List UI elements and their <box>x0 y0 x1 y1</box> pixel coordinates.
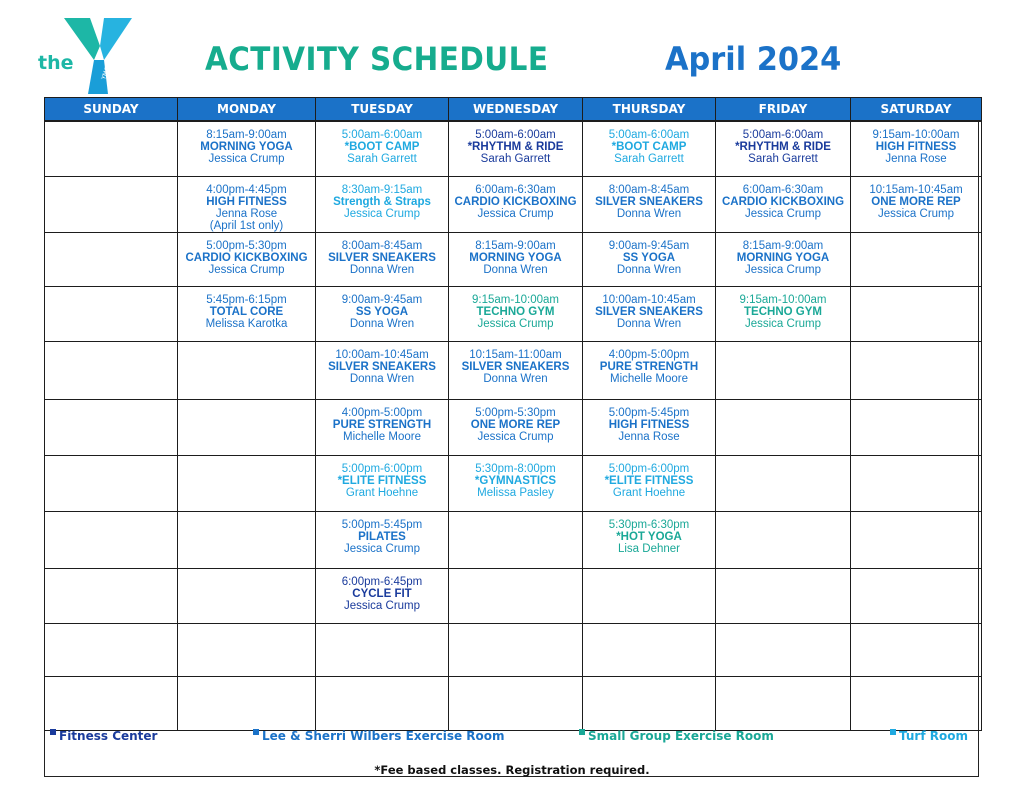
class-name: CARDIO KICKBOXING <box>454 195 577 208</box>
class-entry <box>180 240 313 276</box>
class-entry <box>718 294 848 330</box>
schedule-cell-wednesday <box>449 121 583 176</box>
legend-label: Lee & Sherri Wilbers Exercise Room <box>262 729 505 743</box>
class-instructor: Sarah Garrett <box>614 153 684 165</box>
class-time: 5:00pm-6:00pm <box>341 462 423 475</box>
schedule-cell-wednesday <box>449 286 583 341</box>
class-time: 5:00pm-5:30pm <box>475 406 556 419</box>
class-entry <box>451 407 580 443</box>
schedule-cell-friday <box>716 623 851 676</box>
class-instructor: Donna Wren <box>349 263 415 276</box>
class-instructor: Donna Wren <box>349 317 415 330</box>
class-entry <box>451 349 580 385</box>
schedule-month: April 2024 <box>665 40 842 78</box>
schedule-cell-tuesday <box>316 511 449 568</box>
legend-swatch <box>890 729 896 735</box>
ymca-y-icon <box>64 14 134 94</box>
class-time: 10:00am-10:45am <box>335 348 429 361</box>
schedule-table <box>44 97 982 731</box>
class-entry <box>318 294 446 330</box>
schedule-row <box>45 455 982 511</box>
class-entry <box>318 519 446 555</box>
class-entry <box>318 463 446 499</box>
class-name: TOTAL CORE <box>209 305 284 318</box>
class-instructor: Sarah Garrett <box>480 153 551 165</box>
class-instructor: Donna Wren <box>616 317 682 330</box>
class-instructor: Jessica Crump <box>477 317 554 330</box>
schedule-cell-saturday <box>851 286 982 341</box>
class-entry <box>718 184 848 220</box>
schedule-cell-sunday <box>45 286 178 341</box>
class-instructor: Jenna Rose <box>215 207 278 220</box>
class-time: 5:00am-6:00am <box>608 129 690 141</box>
class-instructor: Michelle Moore <box>610 372 688 385</box>
class-entry <box>180 184 313 232</box>
class-time: 8:15am-9:00am <box>206 129 287 141</box>
class-instructor: Jessica Crump <box>208 153 285 165</box>
schedule-cell-friday <box>716 568 851 623</box>
class-instructor: Donna Wren <box>349 372 415 385</box>
class-entry <box>451 463 580 499</box>
schedule-cell-sunday <box>45 399 178 455</box>
class-instructor: Jessica Crump <box>208 263 285 276</box>
schedule-cell-saturday <box>851 568 982 623</box>
class-name: SILVER SNEAKERS <box>461 360 570 373</box>
schedule-cell-monday <box>178 623 316 676</box>
class-time: 5:30pm-6:30pm <box>608 518 690 531</box>
schedule-cell-thursday <box>583 121 716 176</box>
legend-swatch <box>253 729 259 735</box>
schedule-cell-friday <box>716 455 851 511</box>
class-entry <box>318 349 446 385</box>
schedule-cell-tuesday <box>316 341 449 399</box>
day-header-friday: FRIDAY <box>716 98 851 122</box>
schedule-row <box>45 399 982 455</box>
legend-label: Small Group Exercise Room <box>588 729 774 743</box>
legend-label: Turf Room <box>899 729 968 743</box>
schedule-cell-friday <box>716 232 851 286</box>
class-name: Strength & Straps <box>333 195 431 208</box>
schedule-cell-thursday <box>583 399 716 455</box>
class-name: *RHYTHM & RIDE <box>467 141 564 153</box>
class-name: SS YOGA <box>355 305 409 318</box>
class-entry <box>318 576 446 612</box>
class-name: TECHNO GYM <box>744 305 822 318</box>
schedule-row <box>45 341 982 399</box>
day-header-wednesday: WEDNESDAY <box>449 98 583 122</box>
schedule-cell-tuesday <box>316 455 449 511</box>
schedule-cell-tuesday <box>316 568 449 623</box>
schedule-cell-wednesday <box>449 568 583 623</box>
schedule-row <box>45 568 982 623</box>
class-time: 9:00am-9:45am <box>341 293 423 306</box>
class-name: PURE STRENGTH <box>599 360 699 373</box>
class-instructor: Jessica Crump <box>877 207 955 220</box>
class-time: 9:15am-10:00am <box>872 129 960 141</box>
schedule-cell-wednesday <box>449 676 583 730</box>
schedule-cell-thursday <box>583 511 716 568</box>
ymca-logo <box>30 14 140 96</box>
class-note: (April 1st only) <box>209 219 284 232</box>
class-time: 5:00pm-5:45pm <box>608 406 690 419</box>
schedule-cell-saturday <box>851 511 982 568</box>
class-instructor: Jessica Crump <box>343 542 421 555</box>
class-name: SILVER SNEAKERS <box>328 251 436 264</box>
schedule-cell-friday <box>716 676 851 730</box>
class-time: 10:00am-10:45am <box>602 293 696 306</box>
legend-swatch <box>50 729 56 735</box>
day-header-monday: MONDAY <box>178 98 316 122</box>
class-name: ONE MORE REP <box>871 195 961 208</box>
schedule-cell-saturday <box>851 455 982 511</box>
class-time: 6:00am-6:30am <box>742 183 824 196</box>
class-entry <box>585 294 713 330</box>
schedule-cell-tuesday <box>316 399 449 455</box>
class-name: *RHYTHM & RIDE <box>735 141 831 153</box>
class-name: CARDIO KICKBOXING <box>721 195 845 208</box>
class-instructor: Melissa Pasley <box>477 486 554 499</box>
class-instructor: Melissa Karotka <box>205 317 288 330</box>
class-name: HIGH FITNESS <box>875 141 957 153</box>
class-name: *HOT YOGA <box>616 530 682 543</box>
class-instructor: Jenna Rose <box>885 153 947 165</box>
class-time: 9:00am-9:45am <box>608 239 690 252</box>
class-name: MORNING YOGA <box>200 141 293 153</box>
class-entry <box>585 519 713 555</box>
class-instructor: Jessica Crump <box>477 430 554 443</box>
schedule-cell-thursday <box>583 232 716 286</box>
schedule-cell-wednesday <box>449 623 583 676</box>
schedule-cell-monday <box>178 121 316 176</box>
schedule-cell-thursday <box>583 341 716 399</box>
class-instructor: Jenna Rose <box>618 430 680 443</box>
class-name: SS YOGA <box>622 251 676 264</box>
schedule-cell-sunday <box>45 176 178 232</box>
class-time: 9:15am-10:00am <box>472 293 559 306</box>
schedule-cell-wednesday <box>449 176 583 232</box>
legend-lee-sherri-room <box>253 729 505 743</box>
class-name: TECHNO GYM <box>476 305 555 318</box>
class-time: 4:00pm-5:00pm <box>608 348 690 361</box>
class-name: HIGH FITNESS <box>206 195 287 208</box>
class-time: 10:15am-10:45am <box>869 183 963 196</box>
class-time: 4:00pm-5:00pm <box>341 406 423 419</box>
schedule-cell-thursday <box>583 676 716 730</box>
class-entry <box>585 407 713 443</box>
class-time: 8:00am-8:45am <box>341 239 423 252</box>
class-entry <box>585 184 713 220</box>
schedule-cell-friday <box>716 286 851 341</box>
class-name: *ELITE FITNESS <box>604 474 694 487</box>
schedule-cell-saturday <box>851 341 982 399</box>
schedule-cell-thursday <box>583 455 716 511</box>
class-instructor: Donna Wren <box>616 263 682 276</box>
class-entry <box>451 184 580 220</box>
class-entry <box>318 407 446 443</box>
class-name: *ELITE FITNESS <box>337 474 427 487</box>
class-name: *BOOT CAMP <box>611 141 687 153</box>
class-instructor: Jessica Crump <box>343 207 421 220</box>
schedule-row <box>45 676 982 730</box>
schedule-cell-thursday <box>583 568 716 623</box>
class-instructor: Grant Hoehne <box>612 486 686 499</box>
schedule-cell-monday <box>178 511 316 568</box>
schedule-cell-friday <box>716 341 851 399</box>
schedule-cell-wednesday <box>449 399 583 455</box>
class-instructor: Sarah Garrett <box>347 153 417 165</box>
class-entry <box>180 294 313 330</box>
class-name: SILVER SNEAKERS <box>328 360 436 373</box>
class-name: ONE MORE REP <box>470 418 561 431</box>
schedule-cell-wednesday <box>449 511 583 568</box>
schedule-cell-monday <box>178 286 316 341</box>
class-time: 5:45pm-6:15pm <box>206 293 287 306</box>
class-name: SILVER SNEAKERS <box>595 305 703 318</box>
schedule-row <box>45 623 982 676</box>
class-name: CYCLE FIT <box>352 587 412 600</box>
class-instructor: Donna Wren <box>483 263 548 276</box>
legend-turf-room <box>890 729 968 743</box>
class-instructor: Jessica Crump <box>744 207 822 220</box>
schedule-cell-sunday <box>45 121 178 176</box>
class-name: CARDIO KICKBOXING <box>185 251 308 264</box>
class-instructor: Jessica Crump <box>477 207 554 220</box>
schedule-row <box>45 121 982 176</box>
schedule-cell-saturday <box>851 121 982 176</box>
schedule-cell-sunday <box>45 341 178 399</box>
class-name: HIGH FITNESS <box>608 418 690 431</box>
schedule-cell-sunday <box>45 455 178 511</box>
class-time: 10:15am-11:00am <box>469 348 562 361</box>
class-instructor: Donna Wren <box>483 372 548 385</box>
class-entry <box>585 349 713 385</box>
class-entry <box>180 129 313 165</box>
class-instructor: Jessica Crump <box>343 599 421 612</box>
legend-swatch <box>579 729 585 735</box>
class-name: MORNING YOGA <box>736 251 830 264</box>
schedule-cell-monday <box>178 676 316 730</box>
schedule-cell-thursday <box>583 176 716 232</box>
day-header-saturday: SATURDAY <box>851 98 982 122</box>
schedule-cell-thursday <box>583 286 716 341</box>
schedule-cell-friday <box>716 511 851 568</box>
schedule-cell-friday <box>716 399 851 455</box>
legend-fitness-center <box>50 729 157 743</box>
svg-text:YMCA: YMCA <box>100 62 113 81</box>
schedule-cell-sunday <box>45 511 178 568</box>
schedule-row <box>45 232 982 286</box>
class-instructor: Jessica Crump <box>744 317 822 330</box>
class-entry <box>318 129 446 165</box>
schedule-cell-wednesday <box>449 455 583 511</box>
schedule-cell-wednesday <box>449 232 583 286</box>
class-instructor: Grant Hoehne <box>345 486 419 499</box>
schedule-row <box>45 176 982 232</box>
schedule-cell-tuesday <box>316 676 449 730</box>
schedule-cell-tuesday <box>316 286 449 341</box>
schedule-cell-thursday <box>583 623 716 676</box>
schedule-cell-sunday <box>45 623 178 676</box>
class-name: *BOOT CAMP <box>344 141 420 153</box>
class-name: MORNING YOGA <box>469 251 562 264</box>
schedule-cell-saturday <box>851 676 982 730</box>
schedule-cell-monday <box>178 455 316 511</box>
class-time: 8:15am-9:00am <box>742 239 824 252</box>
class-instructor: Sarah Garrett <box>748 153 818 165</box>
class-entry <box>451 240 580 276</box>
schedule-cell-monday <box>178 232 316 286</box>
class-name: PURE STRENGTH <box>332 418 432 431</box>
page-title: ACTIVITY SCHEDULE <box>205 40 549 78</box>
class-instructor: Donna Wren <box>616 207 682 220</box>
day-header-sunday: SUNDAY <box>45 98 178 122</box>
class-time: 8:15am-9:00am <box>475 239 556 252</box>
class-time: 5:00pm-5:45pm <box>341 518 423 531</box>
schedule-cell-tuesday <box>316 232 449 286</box>
schedule-cell-tuesday <box>316 121 449 176</box>
class-instructor: Jessica Crump <box>744 263 822 276</box>
class-time: 6:00pm-6:45pm <box>341 575 423 588</box>
schedule-cell-wednesday <box>449 341 583 399</box>
class-time: 8:00am-8:45am <box>608 183 690 196</box>
class-entry <box>318 184 446 220</box>
class-entry <box>718 240 848 276</box>
legend-small-group-room <box>579 729 774 743</box>
schedule-cell-sunday <box>45 232 178 286</box>
schedule-cell-monday <box>178 176 316 232</box>
class-entry <box>585 240 713 276</box>
class-entry <box>853 184 979 220</box>
schedule-cell-monday <box>178 399 316 455</box>
schedule-cell-friday <box>716 176 851 232</box>
class-name: *GYMNASTICS <box>474 474 557 487</box>
schedule-cell-tuesday <box>316 623 449 676</box>
day-header-tuesday: TUESDAY <box>316 98 449 122</box>
schedule-cell-monday <box>178 568 316 623</box>
class-entry <box>585 129 713 165</box>
class-time: 8:30am-9:15am <box>341 183 423 196</box>
schedule-cell-monday <box>178 341 316 399</box>
class-entry <box>318 240 446 276</box>
schedule-cell-saturday <box>851 399 982 455</box>
schedule-cell-friday <box>716 121 851 176</box>
legend-label: Fitness Center <box>59 729 158 743</box>
class-time: 4:00pm-4:45pm <box>206 183 287 196</box>
class-time: 5:00am-6:00am <box>742 129 824 141</box>
class-entry <box>451 129 580 165</box>
schedule-cell-saturday <box>851 176 982 232</box>
schedule-row <box>45 511 982 568</box>
schedule-cell-saturday <box>851 623 982 676</box>
class-time: 6:00am-6:30am <box>475 183 556 196</box>
schedule-cell-tuesday <box>316 176 449 232</box>
schedule-cell-sunday <box>45 676 178 730</box>
class-instructor: Lisa Dehner <box>617 542 680 555</box>
day-header-thursday: THURSDAY <box>583 98 716 122</box>
class-name: PILATES <box>358 530 406 543</box>
class-time: 5:00pm-5:30pm <box>206 239 287 252</box>
fee-note: *Fee based classes. Registration required. <box>374 763 650 777</box>
class-entry <box>853 129 979 165</box>
class-entry <box>718 129 848 165</box>
class-time: 5:00am-6:00am <box>341 129 423 141</box>
day-header-row <box>45 98 982 122</box>
class-time: 5:00pm-6:00pm <box>608 462 690 475</box>
class-name: SILVER SNEAKERS <box>595 195 703 208</box>
schedule-cell-saturday <box>851 232 982 286</box>
class-time: 5:30pm-8:00pm <box>475 462 556 475</box>
schedule-cell-sunday <box>45 568 178 623</box>
class-instructor: Michelle Moore <box>343 430 421 443</box>
schedule-row <box>45 286 982 341</box>
class-time: 9:15am-10:00am <box>739 293 827 306</box>
class-entry <box>585 463 713 499</box>
class-entry <box>451 294 580 330</box>
class-time: 5:00am-6:00am <box>475 129 556 141</box>
logo-text: the <box>38 52 74 74</box>
